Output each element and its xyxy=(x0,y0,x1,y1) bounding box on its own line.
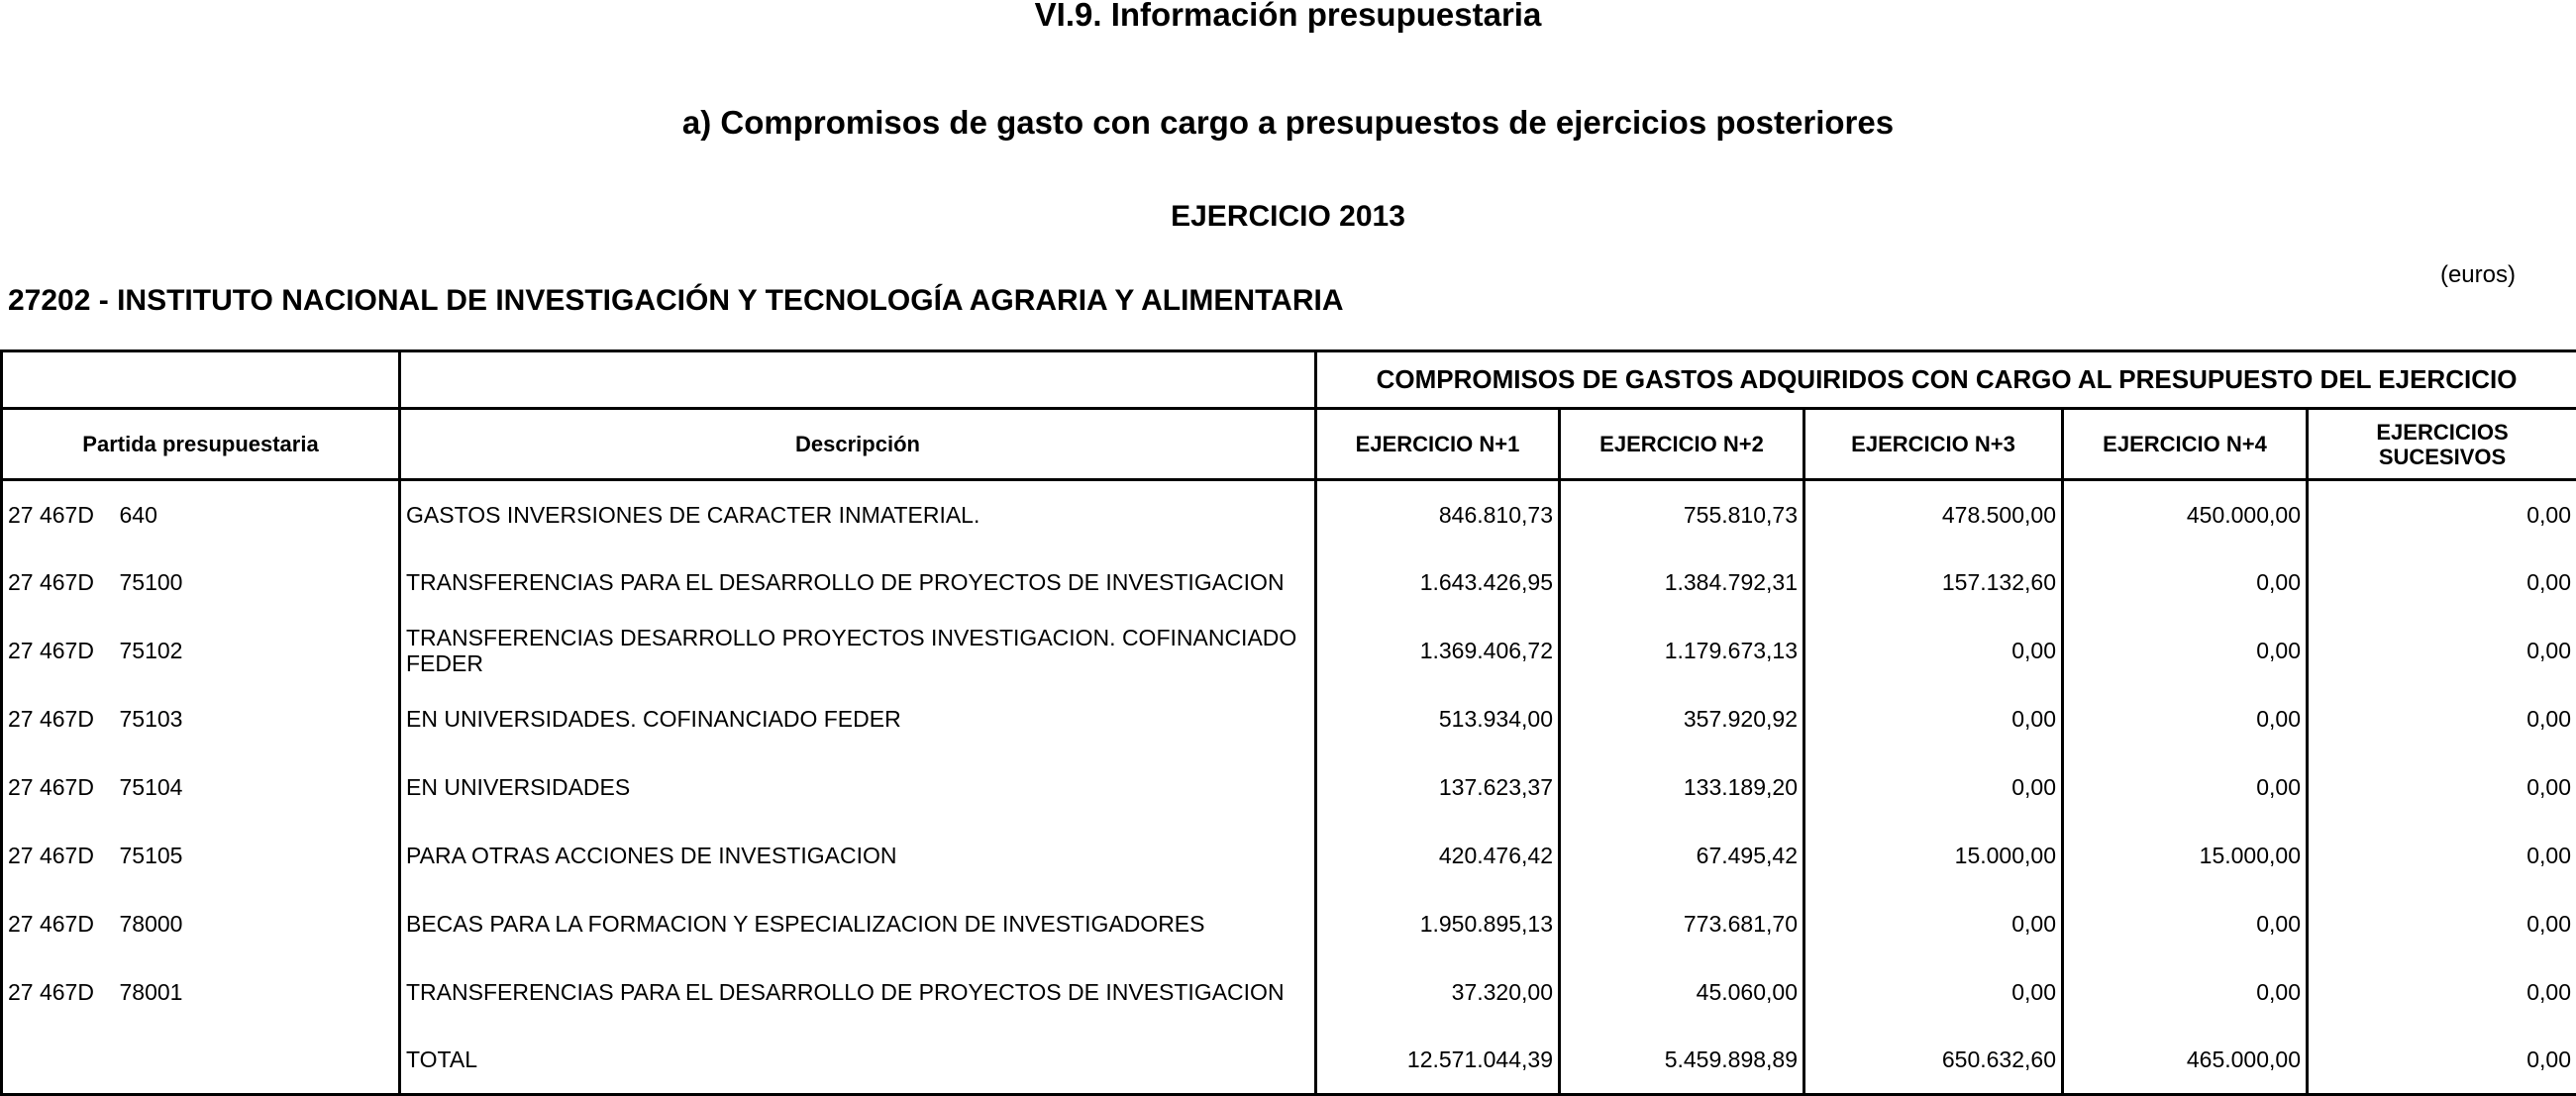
cell-partida: 27 467D 75105 xyxy=(2,822,400,890)
section-title: VI.9. Información presupuestaria xyxy=(0,0,2576,33)
cell-n2: 133.189,20 xyxy=(1560,753,1804,822)
column-header-n2: EJERCICIO N+2 xyxy=(1560,409,1804,480)
cell-n1: 420.476,42 xyxy=(1316,822,1560,890)
table-row xyxy=(2,753,2576,822)
header-band-row xyxy=(2,351,2576,409)
cell-n2: 45.060,00 xyxy=(1560,958,1804,1027)
cell-descripcion: GASTOS INVERSIONES DE CARACTER INMATERIAL. xyxy=(400,480,1316,548)
table-row xyxy=(2,548,2576,617)
cell-n1: 137.623,37 xyxy=(1316,753,1560,822)
total-n2: 5.459.898,89 xyxy=(1560,1027,1804,1095)
cell-partida xyxy=(2,1027,400,1095)
cell-n3: 0,00 xyxy=(1804,890,2063,958)
cell-sucesivos: 0,00 xyxy=(2308,958,2576,1027)
cell-n1: 846.810,73 xyxy=(1316,480,1560,548)
blank-header-cell xyxy=(2,351,400,409)
cell-n2: 755.810,73 xyxy=(1560,480,1804,548)
cell-descripcion: PARA OTRAS ACCIONES DE INVESTIGACION xyxy=(400,822,1316,890)
cell-n4: 0,00 xyxy=(2063,753,2308,822)
cell-n3: 15.000,00 xyxy=(1804,822,2063,890)
cell-n2: 773.681,70 xyxy=(1560,890,1804,958)
table-row xyxy=(2,480,2576,548)
table-row xyxy=(2,685,2576,753)
budget-commitments-table xyxy=(0,349,2576,1096)
total-n3: 650.632,60 xyxy=(1804,1027,2063,1095)
units-label: (euros) xyxy=(2440,261,2516,289)
cell-n2: 1.179.673,13 xyxy=(1560,617,1804,685)
cell-n2: 357.920,92 xyxy=(1560,685,1804,753)
cell-partida: 27 467D 75102 xyxy=(2,617,400,685)
table-row xyxy=(2,822,2576,890)
column-header-n3: EJERCICIO N+3 xyxy=(1804,409,2063,480)
cell-n3: 478.500,00 xyxy=(1804,480,2063,548)
cell-sucesivos: 0,00 xyxy=(2308,480,2576,548)
cell-n3: 157.132,60 xyxy=(1804,548,2063,617)
total-sucesivos: 0,00 xyxy=(2308,1027,2576,1095)
cell-partida: 27 467D 75104 xyxy=(2,753,400,822)
cell-sucesivos: 0,00 xyxy=(2308,890,2576,958)
cell-descripcion: EN UNIVERSIDADES. COFINANCIADO FEDER xyxy=(400,685,1316,753)
column-header-row xyxy=(2,409,2576,480)
cell-n3: 0,00 xyxy=(1804,753,2063,822)
column-header-n1: EJERCICIO N+1 xyxy=(1316,409,1560,480)
cell-n2: 67.495,42 xyxy=(1560,822,1804,890)
cell-partida: 27 467D 640 xyxy=(2,480,400,548)
cell-n1: 1.643.426,95 xyxy=(1316,548,1560,617)
cell-n4: 0,00 xyxy=(2063,685,2308,753)
cell-descripcion: EN UNIVERSIDADES xyxy=(400,753,1316,822)
cell-n4: 450.000,00 xyxy=(2063,480,2308,548)
cell-n3: 0,00 xyxy=(1804,617,2063,685)
cell-sucesivos: 0,00 xyxy=(2308,753,2576,822)
entity-title: 27202 - INSTITUTO NACIONAL DE INVESTIGACIÓN Y TECNOLOGÍA AGRARIA Y ALIMENTARIA xyxy=(8,284,1344,318)
total-n1: 12.571.044,39 xyxy=(1316,1027,1560,1095)
cell-sucesivos: 0,00 xyxy=(2308,617,2576,685)
cell-n4: 0,00 xyxy=(2063,958,2308,1027)
cell-n4: 15.000,00 xyxy=(2063,822,2308,890)
cell-partida: 27 467D 78001 xyxy=(2,958,400,1027)
cell-n2: 1.384.792,31 xyxy=(1560,548,1804,617)
blank-header-cell xyxy=(400,351,1316,409)
column-header-descripcion: Descripción xyxy=(400,409,1316,480)
cell-n4: 0,00 xyxy=(2063,548,2308,617)
cell-n1: 513.934,00 xyxy=(1316,685,1560,753)
cell-partida: 27 467D 75100 xyxy=(2,548,400,617)
cell-n1: 1.369.406,72 xyxy=(1316,617,1560,685)
column-header-n4: EJERCICIO N+4 xyxy=(2063,409,2308,480)
table-row xyxy=(2,617,2576,685)
fiscal-year: EJERCICIO 2013 xyxy=(0,199,2576,235)
cell-partida: 27 467D 75103 xyxy=(2,685,400,753)
cell-descripcion: TRANSFERENCIAS PARA EL DESARROLLO DE PROYECTOS DE INVESTIGACION xyxy=(400,958,1316,1027)
subtitle: a) Compromisos de gasto con cargo a presupuestos de ejercicios posteriores xyxy=(0,105,2576,141)
column-header-partida: Partida presupuestaria xyxy=(2,409,400,480)
band-title: COMPROMISOS DE GASTOS ADQUIRIDOS CON CARGO AL PRESUPUESTO DEL EJERCICIO xyxy=(1316,351,2576,409)
cell-n1: 37.320,00 xyxy=(1316,958,1560,1027)
cell-sucesivos: 0,00 xyxy=(2308,548,2576,617)
cell-n1: 1.950.895,13 xyxy=(1316,890,1560,958)
total-n4: 465.000,00 xyxy=(2063,1027,2308,1095)
column-header-sucesivos: EJERCICIOS SUCESIVOS xyxy=(2308,409,2576,480)
cell-n3: 0,00 xyxy=(1804,685,2063,753)
cell-sucesivos: 0,00 xyxy=(2308,685,2576,753)
cell-descripcion: TRANSFERENCIAS PARA EL DESARROLLO DE PROYECTOS DE INVESTIGACION xyxy=(400,548,1316,617)
cell-n4: 0,00 xyxy=(2063,890,2308,958)
cell-sucesivos: 0,00 xyxy=(2308,822,2576,890)
cell-descripcion: BECAS PARA LA FORMACION Y ESPECIALIZACION DE INVESTIGADORES xyxy=(400,890,1316,958)
cell-n4: 0,00 xyxy=(2063,617,2308,685)
cell-n3: 0,00 xyxy=(1804,958,2063,1027)
cell-descripcion: TRANSFERENCIAS DESARROLLO PROYECTOS INVESTIGACION. COFINANCIADO FEDER xyxy=(400,617,1316,685)
total-label: TOTAL xyxy=(400,1027,1316,1095)
cell-partida: 27 467D 78000 xyxy=(2,890,400,958)
total-row xyxy=(2,1027,2576,1095)
table-row xyxy=(2,958,2576,1027)
table-row xyxy=(2,890,2576,958)
